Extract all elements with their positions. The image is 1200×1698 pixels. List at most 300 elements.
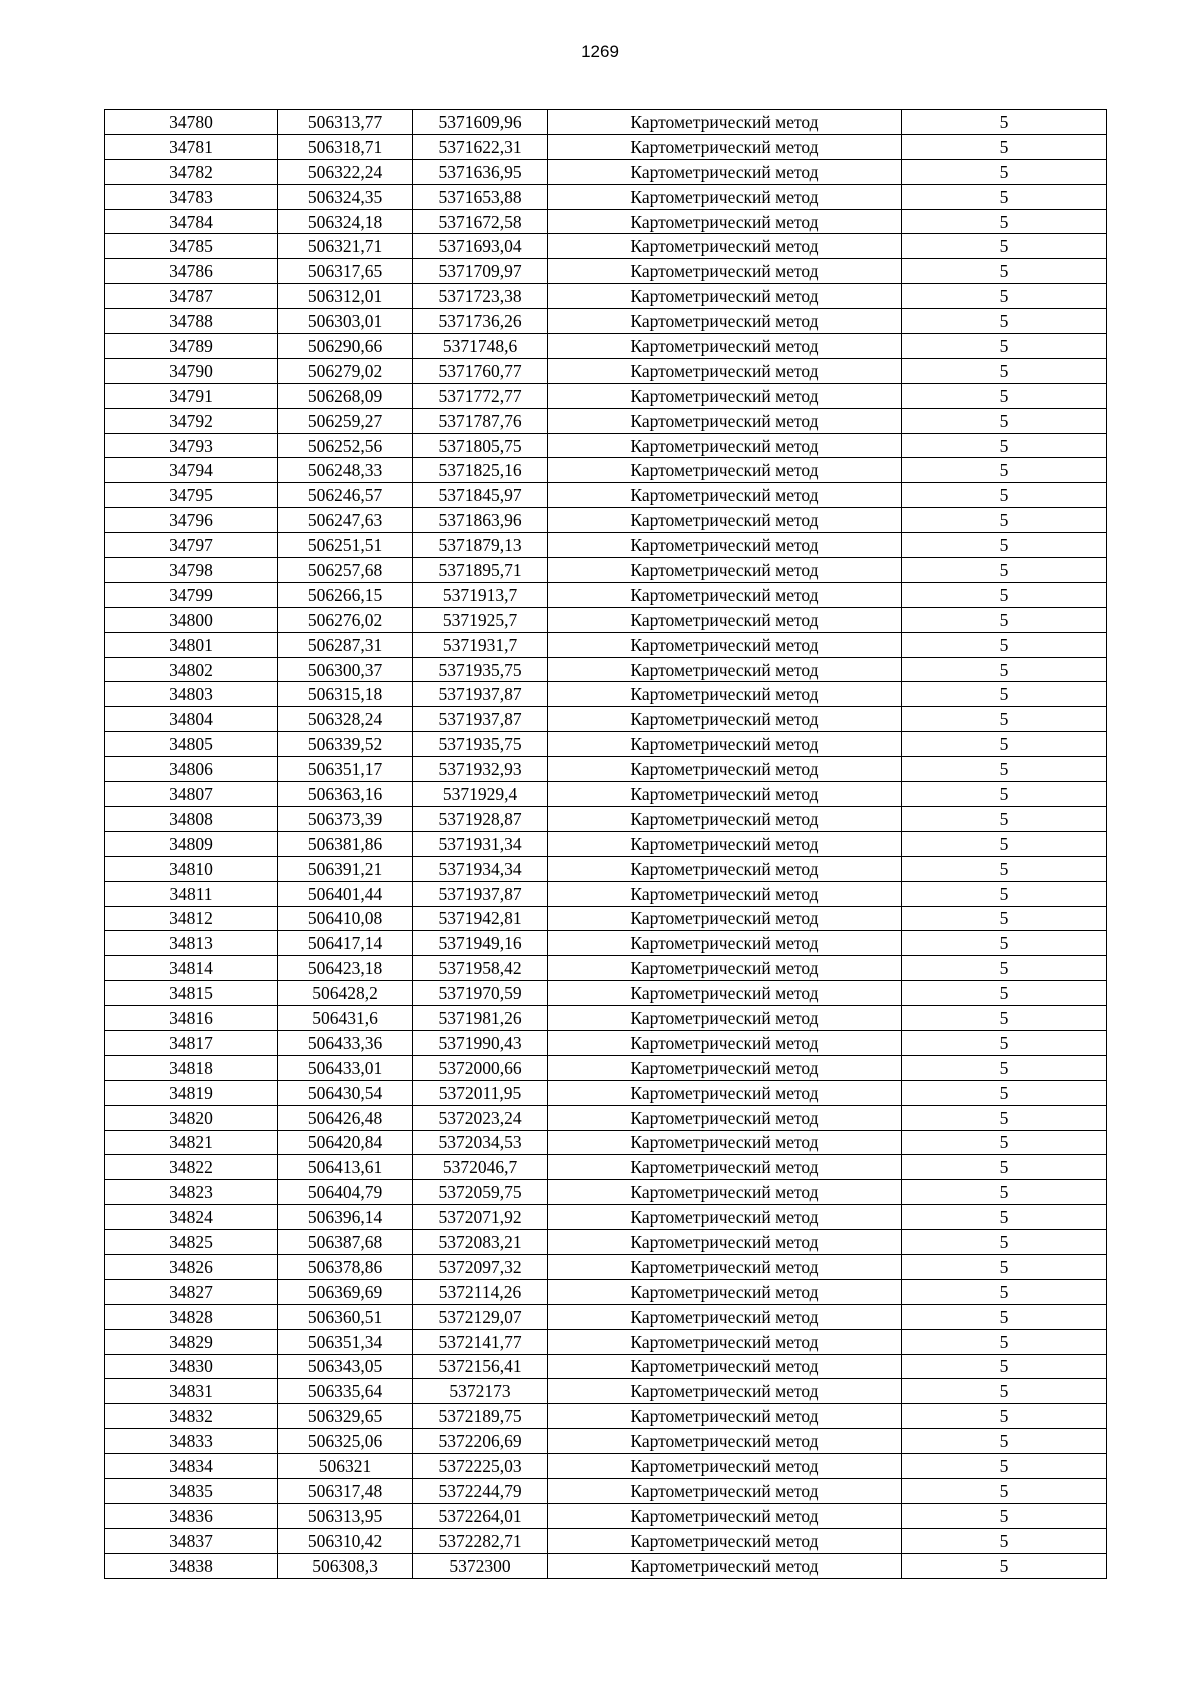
accuracy-cell: 5: [902, 831, 1107, 856]
y-coordinate-cell: 5372129,07: [413, 1304, 548, 1329]
table-row: [105, 582, 1107, 607]
point-number-cell: 34817: [105, 1030, 278, 1055]
y-coordinate-cell: 5371787,76: [413, 408, 548, 433]
y-coordinate-cell: 5372156,41: [413, 1354, 548, 1379]
method-cell: Картометрический метод: [548, 906, 902, 931]
y-coordinate-cell: 5371958,42: [413, 956, 548, 981]
method-cell: Картометрический метод: [548, 931, 902, 956]
x-coordinate-cell: 506433,01: [278, 1055, 413, 1080]
x-coordinate-cell: 506290,66: [278, 334, 413, 359]
y-coordinate-cell: 5371949,16: [413, 931, 548, 956]
point-number-cell: 34786: [105, 259, 278, 284]
x-coordinate-cell: 506387,68: [278, 1230, 413, 1255]
x-coordinate-cell: 506417,14: [278, 931, 413, 956]
table-row: [105, 110, 1107, 135]
method-cell: Картометрический метод: [548, 184, 902, 209]
point-number-cell: 34784: [105, 209, 278, 234]
point-number-cell: 34816: [105, 1006, 278, 1031]
table-row: [105, 1404, 1107, 1429]
method-cell: Картометрический метод: [548, 209, 902, 234]
point-number-cell: 34781: [105, 134, 278, 159]
table-row: [105, 707, 1107, 732]
page-number: 1269: [581, 42, 619, 61]
y-coordinate-cell: 5371981,26: [413, 1006, 548, 1031]
method-cell: Картометрический метод: [548, 1030, 902, 1055]
accuracy-cell: 5: [902, 806, 1107, 831]
x-coordinate-cell: 506410,08: [278, 906, 413, 931]
point-number-cell: 34783: [105, 184, 278, 209]
point-number-cell: 34837: [105, 1528, 278, 1553]
x-coordinate-cell: 506322,24: [278, 159, 413, 184]
y-coordinate-cell: 5372059,75: [413, 1180, 548, 1205]
y-coordinate-cell: 5372244,79: [413, 1478, 548, 1503]
x-coordinate-cell: 506247,63: [278, 508, 413, 533]
x-coordinate-cell: 506276,02: [278, 607, 413, 632]
method-cell: Картометрический метод: [548, 956, 902, 981]
y-coordinate-cell: 5371748,6: [413, 334, 548, 359]
x-coordinate-cell: 506369,69: [278, 1279, 413, 1304]
point-number-cell: 34799: [105, 582, 278, 607]
method-cell: Картометрический метод: [548, 309, 902, 334]
point-number-cell: 34803: [105, 682, 278, 707]
y-coordinate-cell: 5371931,34: [413, 831, 548, 856]
x-coordinate-cell: 506318,71: [278, 134, 413, 159]
method-cell: Картометрический метод: [548, 558, 902, 583]
point-number-cell: 34833: [105, 1429, 278, 1454]
point-number-cell: 34830: [105, 1354, 278, 1379]
point-number-cell: 34829: [105, 1329, 278, 1354]
accuracy-cell: 5: [902, 1478, 1107, 1503]
y-coordinate-cell: 5371863,96: [413, 508, 548, 533]
table-row: [105, 1105, 1107, 1130]
table-row: [105, 1055, 1107, 1080]
method-cell: Картометрический метод: [548, 757, 902, 782]
x-coordinate-cell: 506300,37: [278, 657, 413, 682]
accuracy-cell: 5: [902, 1503, 1107, 1528]
table-row: [105, 1354, 1107, 1379]
x-coordinate-cell: 506325,06: [278, 1429, 413, 1454]
x-coordinate-cell: 506363,16: [278, 782, 413, 807]
point-number-cell: 34807: [105, 782, 278, 807]
accuracy-cell: 5: [902, 334, 1107, 359]
method-cell: Картометрический метод: [548, 408, 902, 433]
point-number-cell: 34828: [105, 1304, 278, 1329]
point-number-cell: 34818: [105, 1055, 278, 1080]
method-cell: Картометрический метод: [548, 831, 902, 856]
point-number-cell: 34819: [105, 1080, 278, 1105]
point-number-cell: 34834: [105, 1454, 278, 1479]
point-number-cell: 34790: [105, 358, 278, 383]
y-coordinate-cell: 5372000,66: [413, 1055, 548, 1080]
y-coordinate-cell: 5371937,87: [413, 682, 548, 707]
x-coordinate-cell: 506248,33: [278, 458, 413, 483]
accuracy-cell: 5: [902, 1230, 1107, 1255]
point-number-cell: 34782: [105, 159, 278, 184]
accuracy-cell: 5: [902, 1180, 1107, 1205]
method-cell: Картометрический метод: [548, 1155, 902, 1180]
point-number-cell: 34809: [105, 831, 278, 856]
point-number-cell: 34811: [105, 881, 278, 906]
accuracy-cell: 5: [902, 707, 1107, 732]
table-row: [105, 1155, 1107, 1180]
x-coordinate-cell: 506324,35: [278, 184, 413, 209]
method-cell: Картометрический метод: [548, 1105, 902, 1130]
point-number-cell: 34787: [105, 284, 278, 309]
point-number-cell: 34831: [105, 1379, 278, 1404]
table-row: [105, 259, 1107, 284]
point-number-cell: 34835: [105, 1478, 278, 1503]
method-cell: Картометрический метод: [548, 707, 902, 732]
x-coordinate-cell: 506343,05: [278, 1354, 413, 1379]
method-cell: Картометрический метод: [548, 682, 902, 707]
method-cell: Картометрический метод: [548, 1080, 902, 1105]
accuracy-cell: 5: [902, 508, 1107, 533]
table-row: [105, 1454, 1107, 1479]
table-row: [105, 234, 1107, 259]
accuracy-cell: 5: [902, 1205, 1107, 1230]
table-row: [105, 1528, 1107, 1553]
point-number-cell: 34821: [105, 1130, 278, 1155]
accuracy-cell: 5: [902, 259, 1107, 284]
accuracy-cell: 5: [902, 1130, 1107, 1155]
x-coordinate-cell: 506313,77: [278, 110, 413, 135]
point-number-cell: 34798: [105, 558, 278, 583]
table-row: [105, 1279, 1107, 1304]
method-cell: Картометрический метод: [548, 657, 902, 682]
y-coordinate-cell: 5371723,38: [413, 284, 548, 309]
accuracy-cell: 5: [902, 408, 1107, 433]
table-row: [105, 1030, 1107, 1055]
accuracy-cell: 5: [902, 931, 1107, 956]
x-coordinate-cell: 506339,52: [278, 732, 413, 757]
accuracy-cell: 5: [902, 184, 1107, 209]
y-coordinate-cell: 5372083,21: [413, 1230, 548, 1255]
accuracy-cell: 5: [902, 1080, 1107, 1105]
method-cell: Картометрический метод: [548, 159, 902, 184]
method-cell: Картометрический метод: [548, 981, 902, 1006]
table-row: [105, 981, 1107, 1006]
point-number-cell: 34788: [105, 309, 278, 334]
accuracy-cell: 5: [902, 1254, 1107, 1279]
x-coordinate-cell: 506321: [278, 1454, 413, 1479]
point-number-cell: 34838: [105, 1553, 278, 1578]
point-number-cell: 34810: [105, 856, 278, 881]
method-cell: Картометрический метод: [548, 433, 902, 458]
accuracy-cell: 5: [902, 1553, 1107, 1578]
x-coordinate-cell: 506373,39: [278, 806, 413, 831]
y-coordinate-cell: 5372097,32: [413, 1254, 548, 1279]
method-cell: Картометрический метод: [548, 1329, 902, 1354]
x-coordinate-cell: 506313,95: [278, 1503, 413, 1528]
point-number-cell: 34794: [105, 458, 278, 483]
method-cell: Картометрический метод: [548, 1230, 902, 1255]
x-coordinate-cell: 506321,71: [278, 234, 413, 259]
y-coordinate-cell: 5371709,97: [413, 259, 548, 284]
point-number-cell: 34836: [105, 1503, 278, 1528]
x-coordinate-cell: 506317,65: [278, 259, 413, 284]
point-number-cell: 34825: [105, 1230, 278, 1255]
y-coordinate-cell: 5372046,7: [413, 1155, 548, 1180]
x-coordinate-cell: 506335,64: [278, 1379, 413, 1404]
table-row: [105, 732, 1107, 757]
y-coordinate-cell: 5372206,69: [413, 1429, 548, 1454]
x-coordinate-cell: 506279,02: [278, 358, 413, 383]
x-coordinate-cell: 506420,84: [278, 1130, 413, 1155]
method-cell: Картометрический метод: [548, 806, 902, 831]
accuracy-cell: 5: [902, 159, 1107, 184]
accuracy-cell: 5: [902, 1006, 1107, 1031]
y-coordinate-cell: 5371845,97: [413, 483, 548, 508]
x-coordinate-cell: 506413,61: [278, 1155, 413, 1180]
table-row: [105, 483, 1107, 508]
accuracy-cell: 5: [902, 906, 1107, 931]
y-coordinate-cell: 5371990,43: [413, 1030, 548, 1055]
y-coordinate-cell: 5372141,77: [413, 1329, 548, 1354]
x-coordinate-cell: 506308,3: [278, 1553, 413, 1578]
method-cell: Картометрический метод: [548, 1130, 902, 1155]
table-row: [105, 806, 1107, 831]
y-coordinate-cell: 5372034,53: [413, 1130, 548, 1155]
y-coordinate-cell: 5371929,4: [413, 782, 548, 807]
x-coordinate-cell: 506428,2: [278, 981, 413, 1006]
x-coordinate-cell: 506268,09: [278, 383, 413, 408]
x-coordinate-cell: 506360,51: [278, 1304, 413, 1329]
accuracy-cell: 5: [902, 1329, 1107, 1354]
table-row: [105, 184, 1107, 209]
table-row: [105, 881, 1107, 906]
x-coordinate-cell: 506312,01: [278, 284, 413, 309]
y-coordinate-cell: 5371895,71: [413, 558, 548, 583]
method-cell: Картометрический метод: [548, 1354, 902, 1379]
y-coordinate-cell: 5371805,75: [413, 433, 548, 458]
method-cell: Картометрический метод: [548, 1454, 902, 1479]
x-coordinate-cell: 506404,79: [278, 1180, 413, 1205]
point-number-cell: 34806: [105, 757, 278, 782]
point-number-cell: 34802: [105, 657, 278, 682]
y-coordinate-cell: 5372011,95: [413, 1080, 548, 1105]
method-cell: Картометрический метод: [548, 358, 902, 383]
accuracy-cell: 5: [902, 881, 1107, 906]
table-row: [105, 1180, 1107, 1205]
method-cell: Картометрический метод: [548, 881, 902, 906]
accuracy-cell: 5: [902, 110, 1107, 135]
point-number-cell: 34792: [105, 408, 278, 433]
x-coordinate-cell: 506246,57: [278, 483, 413, 508]
table-row: [105, 1230, 1107, 1255]
point-number-cell: 34822: [105, 1155, 278, 1180]
method-cell: Картометрический метод: [548, 1279, 902, 1304]
accuracy-cell: 5: [902, 1354, 1107, 1379]
y-coordinate-cell: 5372225,03: [413, 1454, 548, 1479]
method-cell: Картометрический метод: [548, 1304, 902, 1329]
x-coordinate-cell: 506423,18: [278, 956, 413, 981]
coordinates-table: [104, 109, 1107, 1579]
method-cell: Картометрический метод: [548, 334, 902, 359]
point-number-cell: 34805: [105, 732, 278, 757]
method-cell: Картометрический метод: [548, 782, 902, 807]
point-number-cell: 34823: [105, 1180, 278, 1205]
y-coordinate-cell: 5371935,75: [413, 732, 548, 757]
table-row: [105, 433, 1107, 458]
y-coordinate-cell: 5371653,88: [413, 184, 548, 209]
y-coordinate-cell: 5372114,26: [413, 1279, 548, 1304]
x-coordinate-cell: 506317,48: [278, 1478, 413, 1503]
point-number-cell: 34800: [105, 607, 278, 632]
method-cell: Картометрический метод: [548, 284, 902, 309]
point-number-cell: 34808: [105, 806, 278, 831]
x-coordinate-cell: 506391,21: [278, 856, 413, 881]
method-cell: Картометрический метод: [548, 1006, 902, 1031]
point-number-cell: 34824: [105, 1205, 278, 1230]
table-row: [105, 1130, 1107, 1155]
accuracy-cell: 5: [902, 533, 1107, 558]
method-cell: Картометрический метод: [548, 483, 902, 508]
point-number-cell: 34827: [105, 1279, 278, 1304]
method-cell: Картометрический метод: [548, 1429, 902, 1454]
y-coordinate-cell: 5371931,7: [413, 632, 548, 657]
x-coordinate-cell: 506351,34: [278, 1329, 413, 1354]
method-cell: Картометрический метод: [548, 1254, 902, 1279]
point-number-cell: 34801: [105, 632, 278, 657]
table-row: [105, 906, 1107, 931]
accuracy-cell: 5: [902, 134, 1107, 159]
accuracy-cell: 5: [902, 358, 1107, 383]
y-coordinate-cell: 5371925,7: [413, 607, 548, 632]
point-number-cell: 34785: [105, 234, 278, 259]
x-coordinate-cell: 506287,31: [278, 632, 413, 657]
accuracy-cell: 5: [902, 483, 1107, 508]
accuracy-cell: 5: [902, 757, 1107, 782]
accuracy-cell: 5: [902, 582, 1107, 607]
method-cell: Картометрический метод: [548, 508, 902, 533]
table-row: [105, 607, 1107, 632]
table-row: [105, 1080, 1107, 1105]
y-coordinate-cell: 5371928,87: [413, 806, 548, 831]
accuracy-cell: 5: [902, 1379, 1107, 1404]
table-row: [105, 134, 1107, 159]
x-coordinate-cell: 506426,48: [278, 1105, 413, 1130]
point-number-cell: 34826: [105, 1254, 278, 1279]
accuracy-cell: 5: [902, 1055, 1107, 1080]
y-coordinate-cell: 5372071,92: [413, 1205, 548, 1230]
x-coordinate-cell: 506401,44: [278, 881, 413, 906]
y-coordinate-cell: 5372300: [413, 1553, 548, 1578]
y-coordinate-cell: 5372173: [413, 1379, 548, 1404]
y-coordinate-cell: 5371609,96: [413, 110, 548, 135]
y-coordinate-cell: 5371970,59: [413, 981, 548, 1006]
accuracy-cell: 5: [902, 607, 1107, 632]
table-row: [105, 408, 1107, 433]
method-cell: Картометрический метод: [548, 732, 902, 757]
point-number-cell: 34795: [105, 483, 278, 508]
y-coordinate-cell: 5371760,77: [413, 358, 548, 383]
accuracy-cell: 5: [902, 1304, 1107, 1329]
method-cell: Картометрический метод: [548, 1379, 902, 1404]
x-coordinate-cell: 506351,17: [278, 757, 413, 782]
point-number-cell: 34780: [105, 110, 278, 135]
y-coordinate-cell: 5371879,13: [413, 533, 548, 558]
table-row: [105, 757, 1107, 782]
table-row: [105, 383, 1107, 408]
y-coordinate-cell: 5371693,04: [413, 234, 548, 259]
table-row: [105, 657, 1107, 682]
y-coordinate-cell: 5371934,34: [413, 856, 548, 881]
table-row: [105, 1503, 1107, 1528]
method-cell: Картометрический метод: [548, 1055, 902, 1080]
table-row: [105, 508, 1107, 533]
table-row: [105, 1329, 1107, 1354]
method-cell: Картометрический метод: [548, 259, 902, 284]
table-row: [105, 856, 1107, 881]
x-coordinate-cell: 506396,14: [278, 1205, 413, 1230]
accuracy-cell: 5: [902, 1279, 1107, 1304]
accuracy-cell: 5: [902, 1030, 1107, 1055]
table-row: [105, 209, 1107, 234]
y-coordinate-cell: 5371825,16: [413, 458, 548, 483]
accuracy-cell: 5: [902, 433, 1107, 458]
accuracy-cell: 5: [902, 1105, 1107, 1130]
y-coordinate-cell: 5372189,75: [413, 1404, 548, 1429]
x-coordinate-cell: 506259,27: [278, 408, 413, 433]
point-number-cell: 34797: [105, 533, 278, 558]
table-row: [105, 931, 1107, 956]
x-coordinate-cell: 506378,86: [278, 1254, 413, 1279]
table-row: [105, 782, 1107, 807]
y-coordinate-cell: 5371935,75: [413, 657, 548, 682]
point-number-cell: 34789: [105, 334, 278, 359]
method-cell: Картометрический метод: [548, 1478, 902, 1503]
table-row: [105, 1379, 1107, 1404]
accuracy-cell: 5: [902, 1454, 1107, 1479]
table-row: [105, 309, 1107, 334]
method-cell: Картометрический метод: [548, 458, 902, 483]
accuracy-cell: 5: [902, 732, 1107, 757]
x-coordinate-cell: 506324,18: [278, 209, 413, 234]
accuracy-cell: 5: [902, 234, 1107, 259]
table-row: [105, 358, 1107, 383]
table-row: [105, 558, 1107, 583]
accuracy-cell: 5: [902, 657, 1107, 682]
x-coordinate-cell: 506431,6: [278, 1006, 413, 1031]
x-coordinate-cell: 506303,01: [278, 309, 413, 334]
table-row: [105, 1478, 1107, 1503]
table-row: [105, 956, 1107, 981]
table-row: [105, 1553, 1107, 1578]
y-coordinate-cell: 5372023,24: [413, 1105, 548, 1130]
accuracy-cell: 5: [902, 856, 1107, 881]
accuracy-cell: 5: [902, 309, 1107, 334]
point-number-cell: 34812: [105, 906, 278, 931]
table-row: [105, 1254, 1107, 1279]
y-coordinate-cell: 5371636,95: [413, 159, 548, 184]
y-coordinate-cell: 5371937,87: [413, 881, 548, 906]
table-row: [105, 831, 1107, 856]
method-cell: Картометрический метод: [548, 1205, 902, 1230]
y-coordinate-cell: 5372264,01: [413, 1503, 548, 1528]
point-number-cell: 34813: [105, 931, 278, 956]
method-cell: Картометрический метод: [548, 110, 902, 135]
accuracy-cell: 5: [902, 383, 1107, 408]
y-coordinate-cell: 5371672,58: [413, 209, 548, 234]
accuracy-cell: 5: [902, 1404, 1107, 1429]
table-row: [105, 1429, 1107, 1454]
method-cell: Картометрический метод: [548, 234, 902, 259]
x-coordinate-cell: 506252,56: [278, 433, 413, 458]
accuracy-cell: 5: [902, 682, 1107, 707]
y-coordinate-cell: 5371772,77: [413, 383, 548, 408]
x-coordinate-cell: 506433,36: [278, 1030, 413, 1055]
y-coordinate-cell: 5371913,7: [413, 582, 548, 607]
